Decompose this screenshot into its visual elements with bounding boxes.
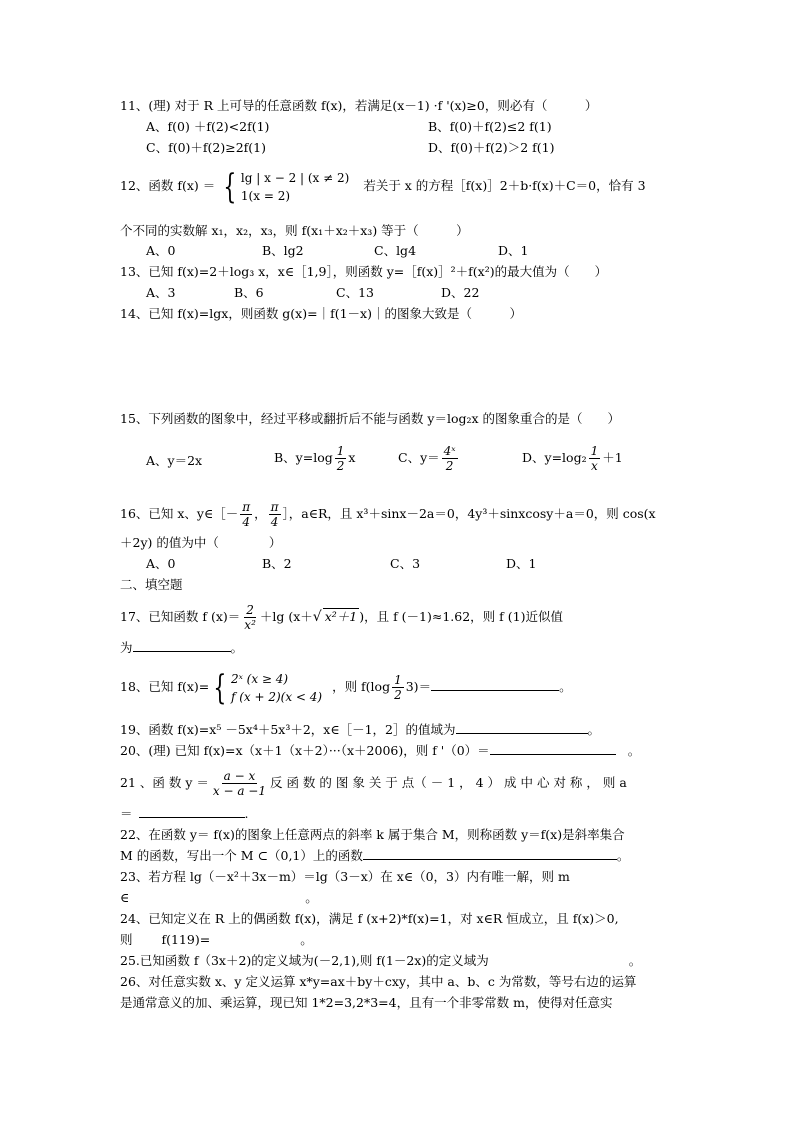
q16-pi-2: π: [270, 500, 279, 514]
q21-prefix: 21 、函 数 y ＝: [120, 775, 209, 790]
q24-line2: [120, 931, 313, 949]
q17-answer-blank[interactable]: [133, 639, 231, 652]
q15-c-fraction: [442, 444, 458, 473]
q18-stem: [120, 664, 572, 710]
q15-d-numerator: 1: [590, 444, 599, 458]
q22-line1: 22、在函数 y＝ f(x)的图象上任意两点的斜率 k 属于集合 M，则称函数 y＝f(x)是斜率集合: [120, 827, 625, 842]
q17-answer-label: 为: [120, 640, 133, 655]
q15-d-denominator: x: [591, 459, 598, 473]
sqrt-icon: √: [312, 609, 322, 625]
q21-suffix: 反 函 数 的 图 象 关 于 点（ － 1 ， 4 ） 成 中 心 对 称 ， 则 a: [269, 775, 627, 790]
q20-answer-blank[interactable]: [490, 742, 616, 755]
left-brace-icon: {: [223, 166, 237, 207]
q18-case-1: 2ˣ (x ≥ 4): [230, 671, 289, 686]
q19-answer-blank[interactable]: [456, 721, 588, 734]
q15-b-numerator: 1: [336, 444, 345, 458]
q21-numerator: a − x: [223, 769, 256, 783]
q18-numerator: 1: [394, 673, 402, 687]
q12-option-c: C、lg4: [374, 243, 417, 258]
q15-option-a: A、y＝2x: [146, 453, 203, 468]
q17-mid: ＋lg (x＋: [259, 609, 313, 624]
q15-b-fraction: [335, 444, 347, 473]
q18-answer-blank[interactable]: [431, 678, 559, 691]
q11-option-c: C、f(0)＋f(2)≥2f(1): [146, 140, 266, 155]
q19-stem: [120, 721, 600, 739]
q21-fraction: [211, 769, 268, 798]
q16-four-1: 4: [242, 515, 251, 529]
q23-answer-blank[interactable]: [129, 889, 305, 902]
q16-comma: ，: [254, 506, 267, 521]
q12-prefix: 12、函数 f(x) ＝: [120, 178, 216, 193]
q25-text: 25.已知函数 f（3x＋2)的定义域为(－2,1),则 f(1－2x)的定义域为: [120, 953, 489, 968]
q17-stem: [120, 598, 563, 636]
q14-stem: 14、已知 f(x)=lgx，则函数 g(x)=｜f(1－x)｜的图象大致是（ ）: [120, 306, 522, 321]
q25-end: 。: [628, 953, 642, 968]
q20-stem: [120, 742, 640, 760]
q24-line1: 24、已知定义在 R 上的偶函数 f(x)，满足 f (x+2)*f(x)=1，对 x∈R 恒成立，且 f(x)＞0,: [120, 911, 619, 926]
q23-line1: 23、若方程 lg（－x²＋3x－m）＝lg（3－x）在 x∈（0，3）内有唯一解，则 m: [120, 869, 570, 884]
q15-b-denominator: 2: [336, 459, 345, 473]
q22-end: 。: [616, 848, 630, 863]
q12-option-a: A、0: [146, 243, 176, 258]
q18-piecewise: [231, 670, 322, 706]
q22-line2: [120, 847, 629, 865]
q24-end: 。: [300, 932, 313, 947]
q16-option-b: B、2: [262, 556, 292, 571]
q21-denominator: x − a −1: [212, 784, 266, 798]
q13-option-d: D、22: [441, 285, 480, 300]
q15-c-denominator: 2: [445, 459, 454, 473]
q17-prefix: 17、已知函数 f (x)＝: [120, 609, 241, 624]
q15-option-c: [398, 440, 460, 476]
q17-line2: [120, 639, 243, 657]
q13-option-c: C、13: [336, 285, 374, 300]
q15-d-fraction: [589, 444, 601, 473]
q17-suffix: )，且 f (－1)≈1.62，则 f (1)近似值: [359, 609, 563, 624]
q11-option-d: D、f(0)＋f(2)＞2 f(1): [428, 140, 555, 155]
q19-text: 19、函数 f(x)=x⁵ －5x⁴＋5x³＋2，x∈［－1，2］的值域为: [120, 722, 456, 737]
q15-c-numerator: 4ˣ: [443, 444, 456, 458]
q21-equals: ＝: [120, 806, 133, 821]
q12-line2: 个不同的实数解 x₁，x₂，x₃，则 f(x₁＋x₂＋x₃) 等于（ ）: [120, 223, 469, 238]
q21-line2: [120, 805, 249, 823]
q15-d-suffix: ＋1: [602, 450, 623, 465]
q20-end: 。: [627, 743, 641, 758]
q18-denominator: 2: [394, 688, 402, 702]
q23-text: ∈: [120, 890, 130, 905]
q16-stem: [120, 496, 656, 532]
q12-option-d: D、1: [498, 243, 529, 258]
q16-fraction-2: [269, 500, 281, 529]
q12-case-1: lg | x − 2 | (x ≠ 2): [240, 170, 350, 185]
q26-line2: 是通常意义的加、乘运算，现已知 1*2=3,2*3=4，且有一个非零常数 m，使得对任意实: [120, 995, 613, 1010]
q23-line2: [120, 889, 318, 907]
q22-text: M 的函数，写出一个 M ⊂（0,1）上的函数: [120, 848, 363, 863]
q15-stem: 15、下列函数的图象中，经过平移或翻折后不能与函数 y＝log₂x 的图象重合的是（ ）: [120, 411, 621, 426]
q15-b-prefix: B、y=log: [274, 450, 333, 465]
q18-suffix: 3)＝: [405, 679, 432, 694]
q21-stem: [120, 764, 627, 802]
q16-option-d: D、1: [506, 556, 537, 571]
q23-end: 。: [305, 890, 318, 905]
q15-b-suffix: x: [348, 450, 356, 465]
q16-suffix: ］，a∈R，且 x³＋sinx－2a＝0，4y³＋sinxcosy＋a＝0，则 cos(x: [282, 506, 656, 521]
q13-option-a: A、3: [146, 285, 176, 300]
q13-stem: 13、已知 f(x)=2＋log₃ x，x∈［1,9］，则函数 y=［f(x)］²＋f(x²)的最大值为（ ）: [120, 264, 608, 279]
q16-prefix: 16、已知 x、y∈［－: [120, 506, 239, 521]
q18-case-2: f (x + 2)(x < 4): [230, 689, 323, 704]
q18-end: 。: [559, 679, 572, 694]
q12-case-2: 1(x = 2): [240, 188, 291, 203]
section-heading: 二、填空题: [120, 577, 183, 592]
q21-end: .: [244, 806, 249, 821]
q17-denominator: x²: [244, 618, 256, 632]
q12-suffix: 若关于 x 的方程［f(x)］2＋b·f(x)＋C＝0，恰有 3: [363, 178, 646, 193]
q20-text: 20、(理) 已知 f(x)=x（x＋1（x＋2）···（x＋2006)，则 f '（0）＝: [120, 743, 490, 758]
q15-d-prefix: D、y=log₂: [522, 450, 587, 465]
q15-c-prefix: C、y＝: [398, 450, 440, 465]
q24-answer-blank[interactable]: [210, 931, 300, 944]
q18-mid: ，则 f(log: [332, 679, 391, 694]
q17-numerator: 2: [246, 603, 254, 617]
q11-stem: 11、(理) 对于 R 上可导的任意函数 f(x)，若满足(x－1) ·f '(x)≥0，则必有（ ）: [120, 98, 598, 113]
q11-option-b: B、f(0)＋f(2)≤2 f(1): [428, 119, 552, 134]
q21-answer-blank[interactable]: [139, 805, 245, 818]
q16-fraction-1: [240, 500, 252, 529]
q16-option-a: A、0: [146, 556, 176, 571]
q16-line2: ＋2y) 的值为中（ ）: [120, 535, 282, 550]
q19-end: 。: [587, 722, 601, 737]
q22-answer-blank[interactable]: [363, 847, 617, 860]
q25-answer-blank[interactable]: [489, 952, 629, 965]
q18-prefix: 18、已知 f(x)=: [120, 679, 210, 694]
left-brace-icon: {: [213, 667, 227, 708]
q12-piecewise: [241, 169, 349, 205]
q15-option-d: [522, 440, 623, 476]
q13-option-b: B、6: [234, 285, 264, 300]
q24-text: 则 f(119)=: [120, 932, 211, 947]
q17-fraction: [242, 603, 258, 632]
q18-fraction: [392, 673, 404, 702]
q16-option-c: C、3: [390, 556, 421, 571]
q26-line1: 26、对任意实数 x、y 定义运算 x*y=ax＋by＋cxy，其中 a、b、c 为常数，等号右边的运算: [120, 974, 637, 989]
q16-pi-1: π: [242, 500, 251, 514]
q12-option-b: B、lg2: [262, 243, 304, 258]
q17-end: 。: [230, 640, 244, 655]
q15-option-b: [274, 440, 355, 476]
q11-option-a: A、f(0) ＋f(2)<2f(1): [146, 119, 270, 134]
q25-stem: [120, 952, 641, 970]
q12-stem: [120, 166, 646, 206]
q16-four-2: 4: [270, 515, 279, 529]
q17-radicand: x²＋1: [324, 609, 358, 624]
